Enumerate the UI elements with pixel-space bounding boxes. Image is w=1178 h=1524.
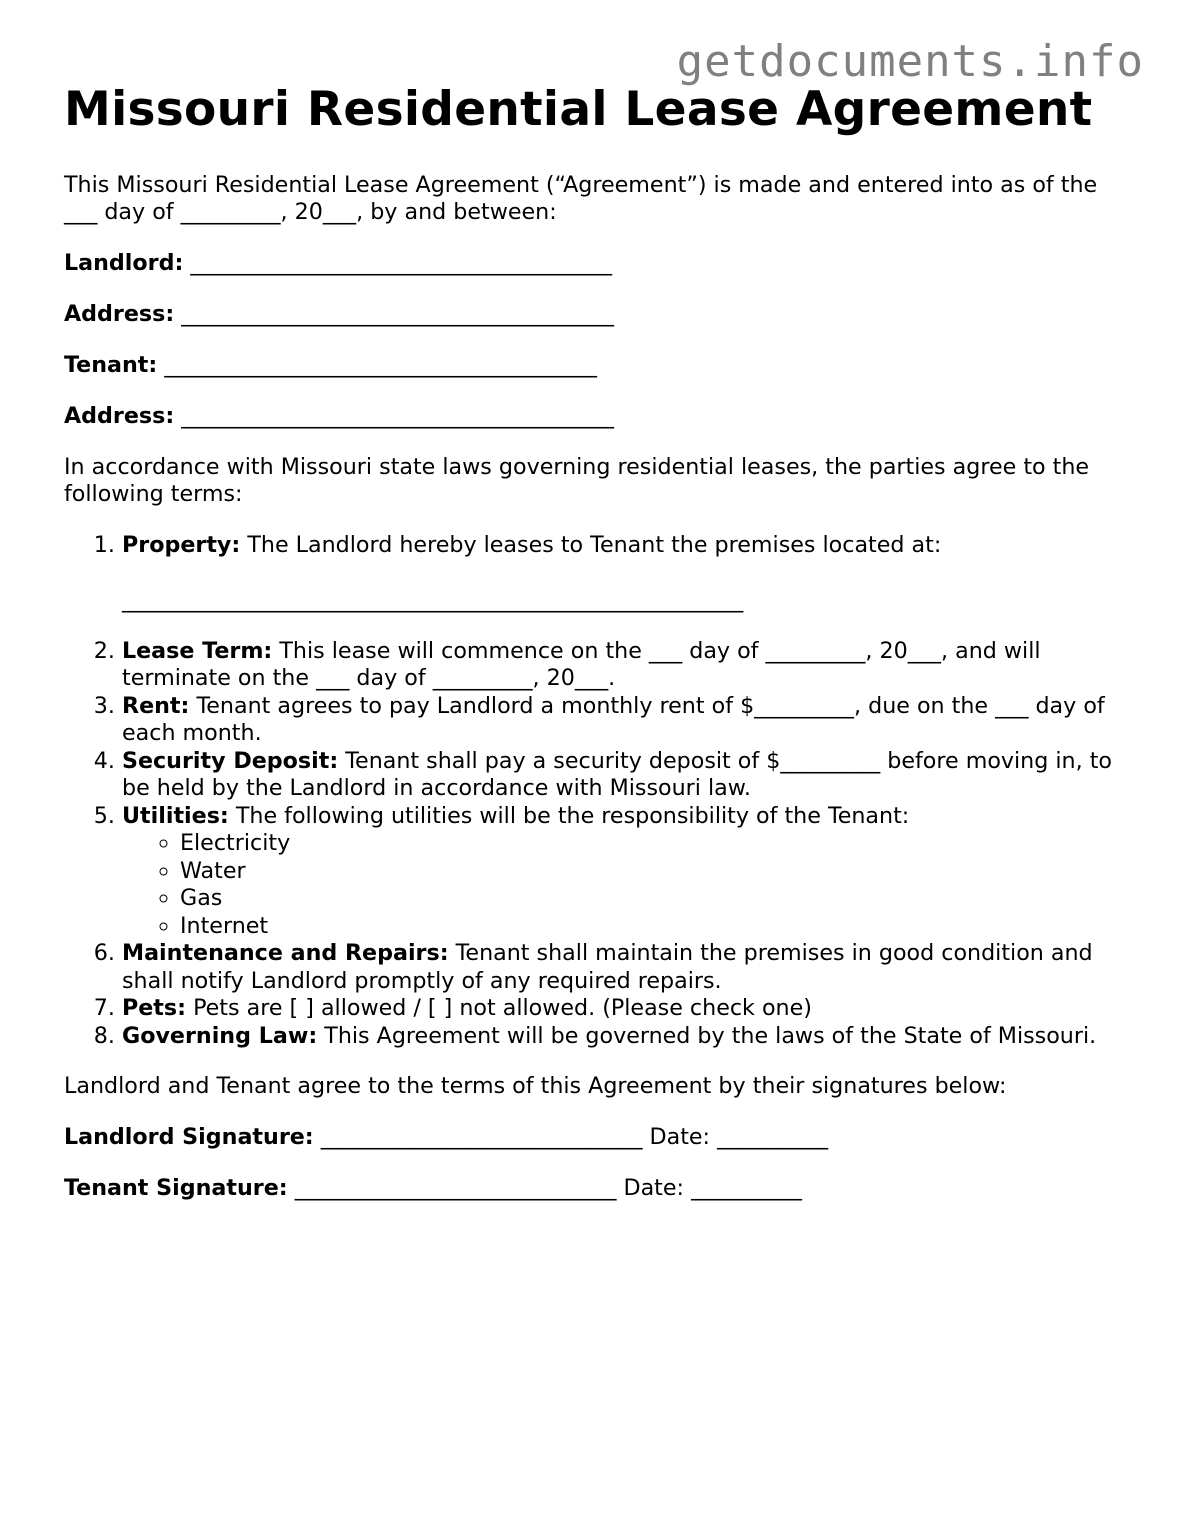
term-label: Lease Term: xyxy=(122,637,273,664)
watermark: getdocuments.info xyxy=(676,36,1144,87)
tenant-date-blank[interactable]: __________ xyxy=(691,1175,802,1201)
document-page xyxy=(64,80,1124,1202)
term-governing-law xyxy=(122,1023,1124,1051)
term-text: Tenant agrees to pay Landlord a monthly rent of $_________, due on the ___ day of each month. xyxy=(122,692,1105,746)
tenant-blank[interactable]: _______________________________________ xyxy=(164,352,597,378)
term-text: The following utilities will be the responsibility of the Tenant: xyxy=(235,802,910,829)
field-label: Address: xyxy=(64,301,175,327)
intro-paragraph: This Missouri Residential Lease Agreement (“Agreement”) is made and entered into as of the ___ day of _________, 20___, by and between: xyxy=(64,172,1098,225)
terms-list xyxy=(64,532,1124,1050)
terms-intro: In accordance with Missouri state laws governing residential leases, the parties agree to the following terms: xyxy=(64,454,1090,507)
term-label: Governing Law: xyxy=(122,1022,318,1049)
landlord-date-blank[interactable]: __________ xyxy=(717,1124,829,1150)
landlord-field xyxy=(64,250,1124,277)
tenant-signature-line xyxy=(64,1175,1124,1202)
agreement-statement: Landlord and Tenant agree to the terms of this Agreement by their signatures below: xyxy=(64,1073,1007,1099)
landlord-signature-blank[interactable]: _____________________________ xyxy=(320,1124,643,1150)
term-property xyxy=(122,532,1124,614)
term-security-deposit xyxy=(122,748,1124,803)
utilities-list xyxy=(122,830,1124,940)
page-title: Missouri Residential Lease Agreement xyxy=(64,82,1093,137)
term-text: Pets are [ ] allowed / [ ] not allowed. (Please check one) xyxy=(193,995,812,1021)
term-label: Rent: xyxy=(122,692,190,719)
signature-label: Tenant Signature: xyxy=(64,1175,288,1201)
tenant-address-blank[interactable]: _______________________________________ xyxy=(181,403,614,429)
utility-item: ◦ Electricity xyxy=(180,830,1124,858)
term-text: This lease will commence on the ___ day of _________, 20___, and will terminate on the ___ day of _________, 20___. xyxy=(122,637,1041,691)
signature-label: Landlord Signature: xyxy=(64,1124,314,1150)
field-label: Address: xyxy=(64,403,175,429)
utility-item: ◦ Water xyxy=(180,858,1124,886)
term-label: Property: xyxy=(122,532,241,558)
utility-item: ◦ Gas xyxy=(180,885,1124,913)
landlord-address-field xyxy=(64,301,1124,328)
term-text: Tenant shall pay a security deposit of $_________ before moving in, to be held by the Landlord in accordance with Missouri law. xyxy=(122,747,1112,801)
field-label: Landlord: xyxy=(64,250,184,276)
date-label: Date: xyxy=(649,1124,711,1150)
field-label: Tenant: xyxy=(64,352,158,378)
term-label: Security Deposit: xyxy=(122,747,339,774)
term-text: The Landlord hereby leases to Tenant the premises located at: xyxy=(247,532,942,558)
landlord-blank[interactable]: ______________________________________ xyxy=(190,250,612,276)
term-label: Maintenance and Repairs: xyxy=(122,940,449,966)
landlord-signature-line xyxy=(64,1124,1124,1151)
tenant-signature-blank[interactable]: _____________________________ xyxy=(294,1175,617,1201)
tenant-field xyxy=(64,352,1124,379)
tenant-address-field xyxy=(64,403,1124,430)
term-label: Pets: xyxy=(122,995,186,1021)
term-maintenance xyxy=(122,940,1124,995)
term-utilities xyxy=(122,803,1124,941)
date-label: Date: xyxy=(623,1175,684,1201)
term-text: Tenant shall maintain the premises in good condition and shall notify Landlord promptly of any required repairs. xyxy=(122,940,1093,994)
term-pets xyxy=(122,995,1124,1023)
term-rent xyxy=(122,693,1124,748)
term-label: Utilities: xyxy=(122,802,229,829)
term-lease-term xyxy=(122,638,1124,693)
landlord-address-blank[interactable]: _______________________________________ xyxy=(181,301,614,327)
property-address-blank[interactable]: ________________________________________________________ xyxy=(122,586,744,613)
utility-item: ◦ Internet xyxy=(180,913,1124,941)
term-text: This Agreement will be governed by the laws of the State of Missouri. xyxy=(324,1022,1097,1049)
